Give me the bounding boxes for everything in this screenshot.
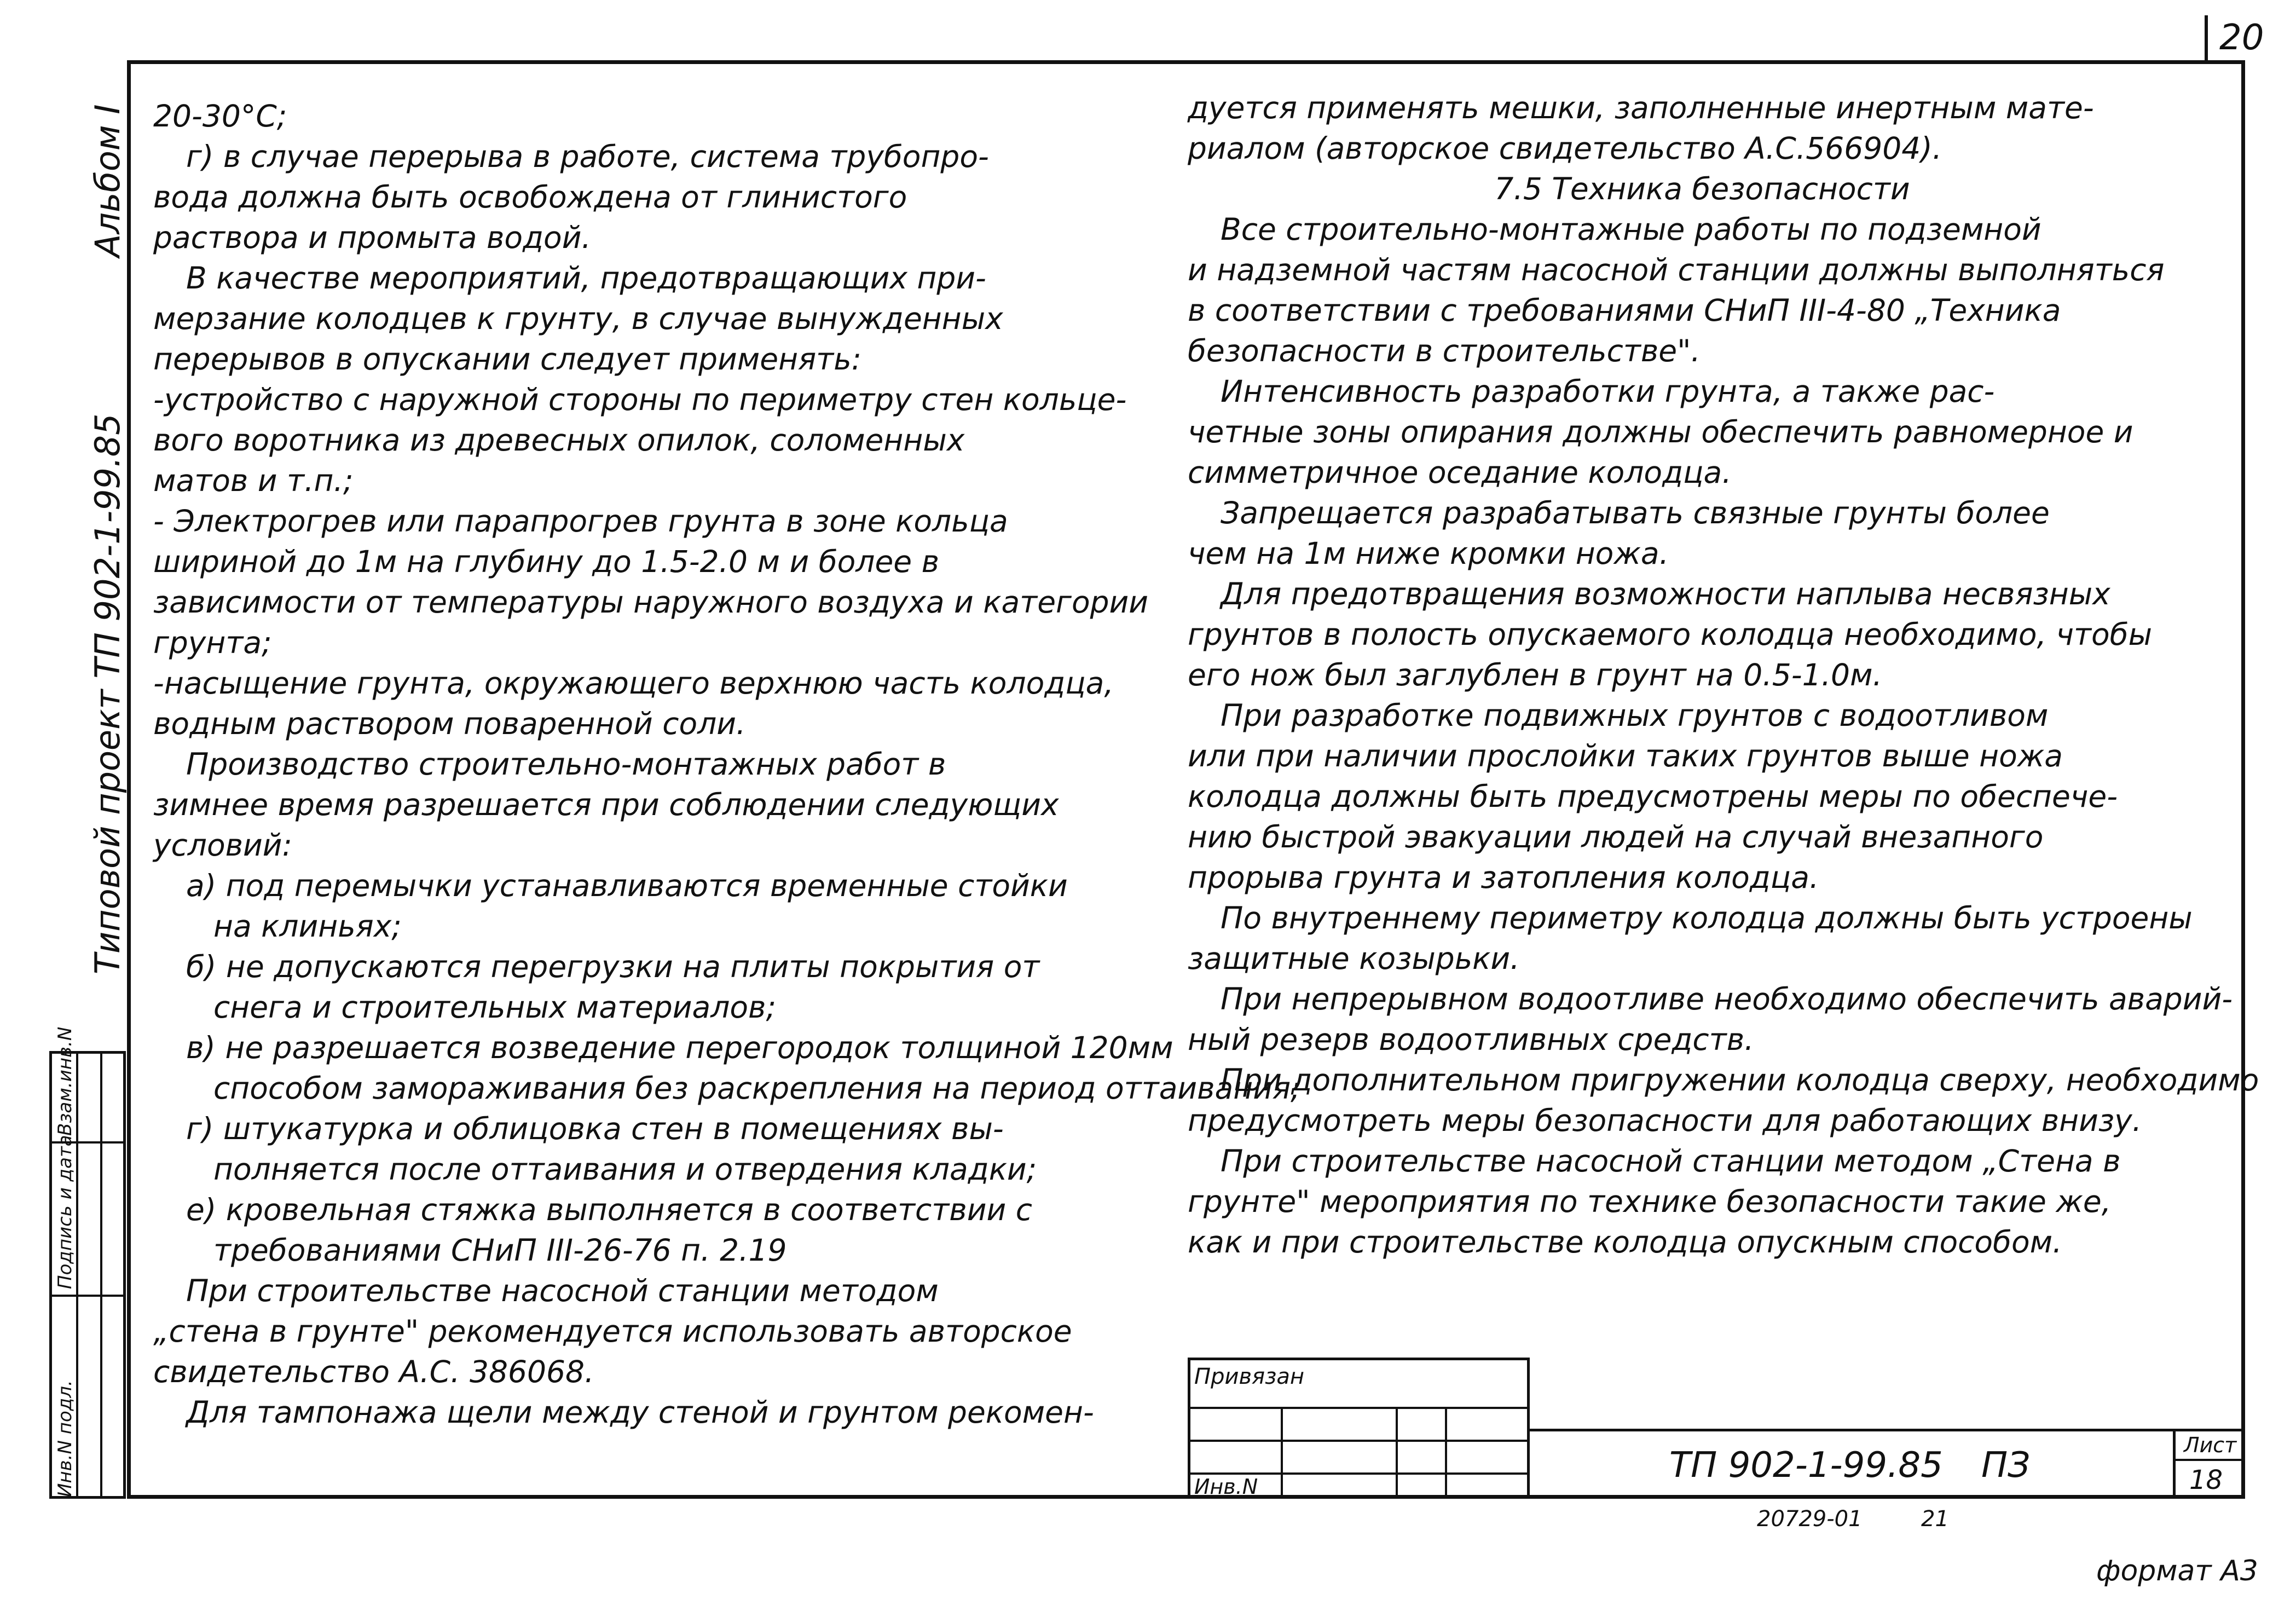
document-code: ТП 902-1-99.85 — [1669, 1445, 1943, 1486]
text-line: 7.5 Техника безопасности — [1494, 171, 1910, 206]
text-line: как и при строительстве колодца опускным способом. — [1188, 1225, 2062, 1260]
text-line: в) не разрешается возведение перегородок толщиной 120мм — [186, 1030, 1173, 1065]
text-line: водным раствором поваренной соли. — [153, 706, 746, 741]
left-stamp-strip — [49, 1026, 126, 1499]
text-line: матов и т.п.; — [153, 463, 354, 498]
stamp-col-2 — [1396, 1407, 1398, 1499]
stamp-row-1 — [1188, 1407, 1527, 1409]
inv-label: Инв.N — [1194, 1475, 1258, 1499]
sheet-value: 18 — [2189, 1465, 2223, 1495]
text-line: г) штукатурка и облицовка стен в помещениях вы- — [186, 1111, 1004, 1146]
text-line: грунте" мероприятия по технике безопасности такие же, — [1188, 1184, 2112, 1219]
text-line: 20-30°С; — [153, 99, 287, 134]
text-line: Запрещается разрабатывать связные грунты более — [1221, 495, 2050, 530]
text-line: При непрерывном водоотливе необходимо обеспечить аварий- — [1221, 981, 2233, 1017]
stamp-sheet-sep — [2173, 1429, 2176, 1499]
strip-signature-date: Подпись и дата — [54, 1135, 76, 1289]
text-line: -насыщение грунта, окружающего верхнюю часть колодца, — [153, 666, 1114, 701]
text-line: свидетельство А.С. 386068. — [153, 1354, 594, 1389]
text-line: защитные козырьки. — [1188, 941, 1520, 976]
text-line: зимнее время разрешается при соблюдении следующих — [153, 787, 1059, 822]
strip-col-2 — [76, 1054, 102, 1496]
text-line: нию быстрой эвакуации людей на случай внезапного — [1188, 819, 2044, 854]
stamp-long-line — [1527, 1429, 2245, 1431]
text-line: г) в случае перерыва в работе, система трубопро- — [186, 139, 989, 174]
text-line: прорыва грунта и затопления колодца. — [1188, 860, 1819, 895]
text-line: или при наличии прослойки таких грунтов выше ножа — [1188, 738, 2063, 773]
strip-sep-2 — [52, 1295, 123, 1297]
text-line: риалом (авторское свидетельство А.С.566904). — [1188, 131, 1942, 166]
stamp-col-3 — [1445, 1407, 1447, 1499]
stamp-col-1 — [1281, 1407, 1283, 1499]
text-line: -устройство с наружной стороны по периметру стен кольце- — [153, 382, 1127, 417]
text-line: способом замораживания без раскрепления на период оттаивания; — [213, 1071, 1301, 1106]
order-number: 20729-01 — [1757, 1506, 1863, 1532]
stamp-top-line — [1188, 1358, 1527, 1360]
text-line: Все строительно-монтажные работы по подземной — [1221, 212, 2041, 247]
text-line: чем на 1м ниже кромки ножа. — [1188, 536, 1669, 571]
text-line: раствора и промыта водой. — [153, 220, 591, 255]
text-line: на клиньях; — [213, 909, 402, 944]
text-line: Для тампонажа щели между стеной и грунтом рекомен- — [186, 1395, 1094, 1430]
tied-label: Привязан — [1194, 1364, 1305, 1389]
text-line: б) не допускаются перегрузки на плиты покрытия от — [186, 949, 1040, 984]
stamp-mid-line — [1527, 1358, 1530, 1499]
format-label: формат А3 — [2096, 1555, 2258, 1587]
text-line: Для предотвращения возможности наплыва несвязных — [1221, 576, 2110, 611]
text-line: и надземной частям насосной станции должны выполняться — [1188, 252, 2165, 287]
sheet-label: Лист — [2184, 1433, 2237, 1457]
text-line: грунтов в полость опускаемого колодца необходимо, чтобы — [1188, 617, 2153, 652]
strip-replaced-inv: Взам.инв.N — [54, 1026, 76, 1136]
text-line: безопасности в строительстве". — [1188, 333, 1701, 368]
text-line: ный резерв водоотливных средств. — [1188, 1022, 1754, 1057]
text-line: При разработке подвижных грунтов с водоотливом — [1221, 698, 2049, 733]
text-line: симметричное оседание колодца. — [1188, 455, 1732, 490]
text-line: вода должна быть освобождена от глинистого — [153, 180, 907, 215]
text-line: - Электрогрев или парапрогрев грунта в зоне кольца — [153, 504, 1008, 539]
text-line: полняется после оттаивания и отвердения кладки; — [213, 1152, 1037, 1187]
stamp-left-line — [1188, 1358, 1190, 1499]
text-line: снега и строительных материалов; — [213, 990, 776, 1025]
text-line: вого воротника из древесных опилок, соломенных — [153, 423, 965, 458]
album-label: Альбом I — [88, 104, 128, 257]
text-line: При дополнительном пригружении колодца сверху, необходимо — [1221, 1062, 2259, 1098]
text-line: е) кровельная стяжка выполняется в соответствии с — [186, 1192, 1032, 1227]
text-line: колодца должны быть предусмотрены меры по обеспече- — [1188, 779, 2118, 814]
strip-inv-no: Инв.N подл. — [54, 1380, 76, 1497]
stamp-sheet-row — [2173, 1459, 2245, 1461]
text-line: Производство строительно-монтажных работ в — [186, 747, 946, 782]
text-line: Интенсивность разработки грунта, а также рас- — [1221, 374, 1995, 409]
document-type: ПЗ — [1981, 1445, 2031, 1486]
text-line: „стена в грунте" рекомендуется использовать авторское — [153, 1314, 1072, 1349]
text-line: четные зоны опирания должны обеспечить равномерное и — [1188, 414, 2133, 449]
text-line: мерзание колодцев к грунту, в случае вынужденных — [153, 301, 1003, 336]
text-line: В качестве мероприятий, предотвращающих при- — [186, 261, 986, 296]
text-line: При строительстве насосной станции методом — [186, 1273, 939, 1308]
text-line: По внутреннему периметру колодца должны быть устроены — [1221, 900, 2193, 935]
sheet-number: 20 — [2219, 18, 2264, 58]
text-line: условий: — [153, 828, 293, 863]
text-line: предусмотреть меры безопасности для работающих внизу. — [1188, 1103, 2142, 1138]
text-line: При строительстве насосной станции методом „Стена в — [1221, 1144, 2121, 1179]
text-line: дуется применять мешки, заполненные инертным мате- — [1188, 90, 2094, 125]
text-line: зависимости от температуры наружного воздуха и категории — [153, 585, 1149, 620]
copy-number: 21 — [1921, 1506, 1949, 1532]
project-label: Типовой проект ТП 902-1-99.85 — [88, 413, 128, 974]
right-text-column — [1188, 88, 2259, 1262]
text-line: перерывов в опускании следует применять: — [153, 342, 862, 377]
text-line: шириной до 1м на глубину до 1.5-2.0 м и более в — [153, 544, 940, 579]
text-line: в соответствии с требованиями СНиП III-4-80 „Техника — [1188, 293, 2061, 328]
text-line: его нож был заглублен в грунт на 0.5-1.0м. — [1188, 657, 1883, 692]
text-line: а) под перемычки устанавливаются временные стойки — [186, 868, 1068, 903]
stamp-row-2 — [1188, 1440, 1527, 1442]
text-line: грунта; — [153, 625, 272, 660]
text-line: требованиями СНиП III-26-76 п. 2.19 — [213, 1233, 787, 1268]
